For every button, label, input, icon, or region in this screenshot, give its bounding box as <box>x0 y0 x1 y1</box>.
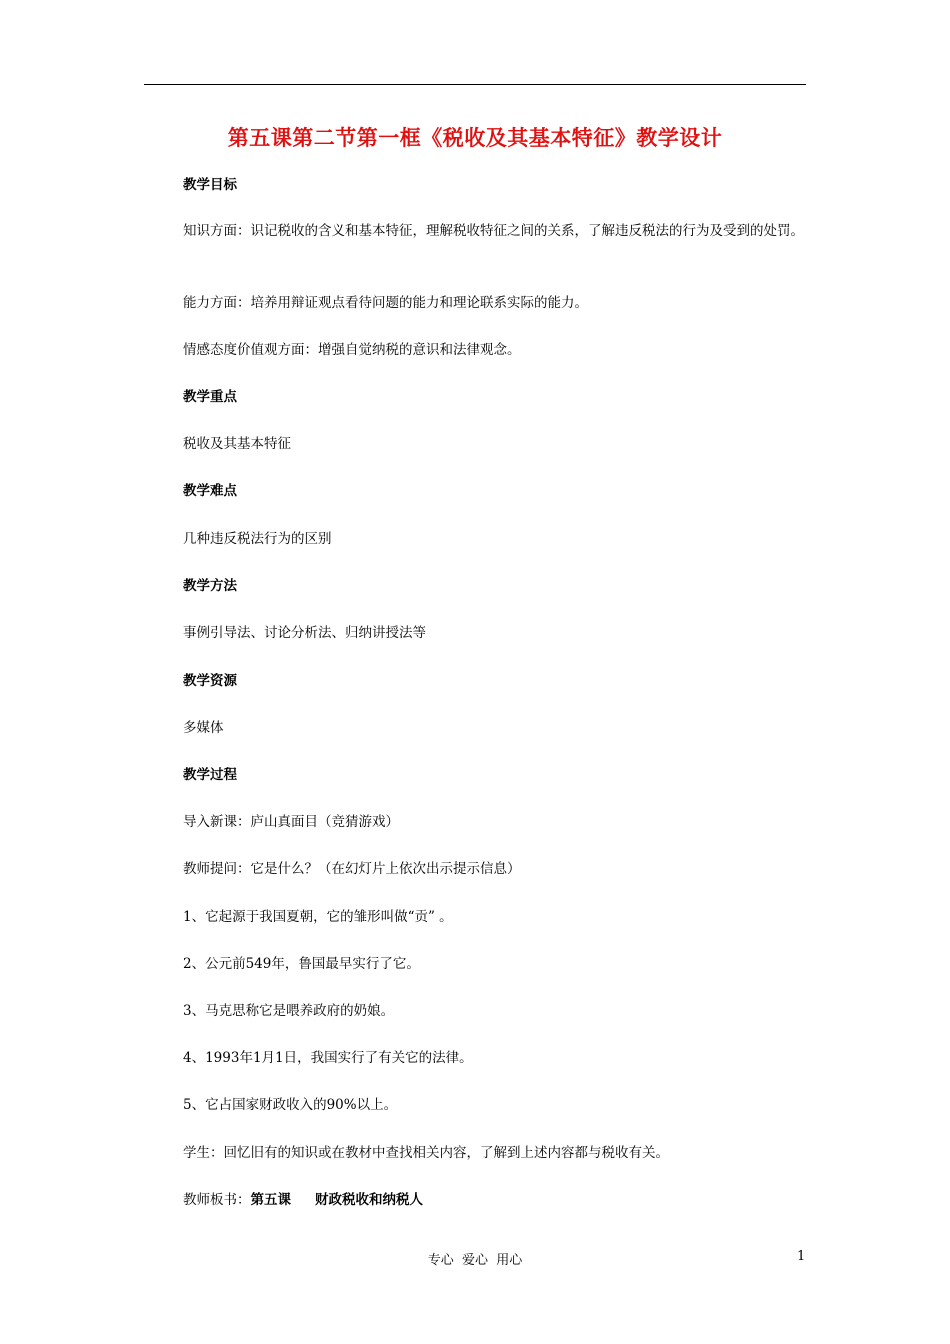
board-label: 教师板书： <box>183 1192 251 1208</box>
board-lesson: 第五课 <box>250 1192 291 1208</box>
header-rule <box>144 84 806 85</box>
heading-process: 教学过程 <box>183 767 237 783</box>
paragraph-teacher-question: 教师提问：它是什么？（在幻灯片上依次出示提示信息） <box>183 861 521 877</box>
footer-motto: 专心 爱心 用心 <box>427 1253 523 1268</box>
list-item-hint-2: 2、公元前549年，鲁国最早实行了它。 <box>183 956 420 972</box>
paragraph-resource: 多媒体 <box>183 720 224 736</box>
paragraph-key: 税收及其基本特征 <box>183 436 291 452</box>
heading-difficulty: 教学难点 <box>183 483 237 499</box>
document-title: 第五课第二节第一框《税收及其基本特征》教学设计 <box>227 125 723 150</box>
paragraph-emotion: 情感态度价值观方面：增强自觉纳税的意识和法律观念。 <box>183 342 521 358</box>
paragraph-ability: 能力方面：培养用辩证观点看待问题的能力和理论联系实际的能力。 <box>183 295 588 311</box>
heading-method: 教学方法 <box>183 578 237 594</box>
heading-resource: 教学资源 <box>183 673 237 689</box>
paragraph-difficulty: 几种违反税法行为的区别 <box>183 531 332 547</box>
heading-objectives: 教学目标 <box>183 177 237 193</box>
paragraph-board <box>183 1189 423 1212</box>
page-number: 1 <box>797 1249 806 1264</box>
list-item-hint-5: 5、它占国家财政收入的90%以上。 <box>183 1097 398 1113</box>
paragraph-knowledge <box>144 219 806 244</box>
board-topic: 财政税收和纳税人 <box>315 1192 423 1208</box>
list-item-hint-4: 4、1993年1月1日，我国实行了有关它的法律。 <box>183 1050 473 1066</box>
list-item-hint-3: 3、马克思称它是喂养政府的奶娘。 <box>183 1003 395 1019</box>
paragraph-intro: 导入新课：庐山真面目（竞猜游戏） <box>183 814 399 830</box>
heading-key: 教学重点 <box>183 389 237 405</box>
paragraph-method: 事例引导法、讨论分析法、归纳讲授法等 <box>183 625 426 641</box>
paragraph-knowledge-text: 知识方面：识记税收的含义和基本特征，理解税收特征之间的关系，了解违反税法的行为及受到的处罚。 <box>183 223 804 239</box>
paragraph-student: 学生：回忆旧有的知识或在教材中查找相关内容，了解到上述内容都与税收有关。 <box>183 1145 669 1161</box>
list-item-hint-1: 1、它起源于我国夏朝，它的雏形叫做“贡” 。 <box>183 909 453 925</box>
